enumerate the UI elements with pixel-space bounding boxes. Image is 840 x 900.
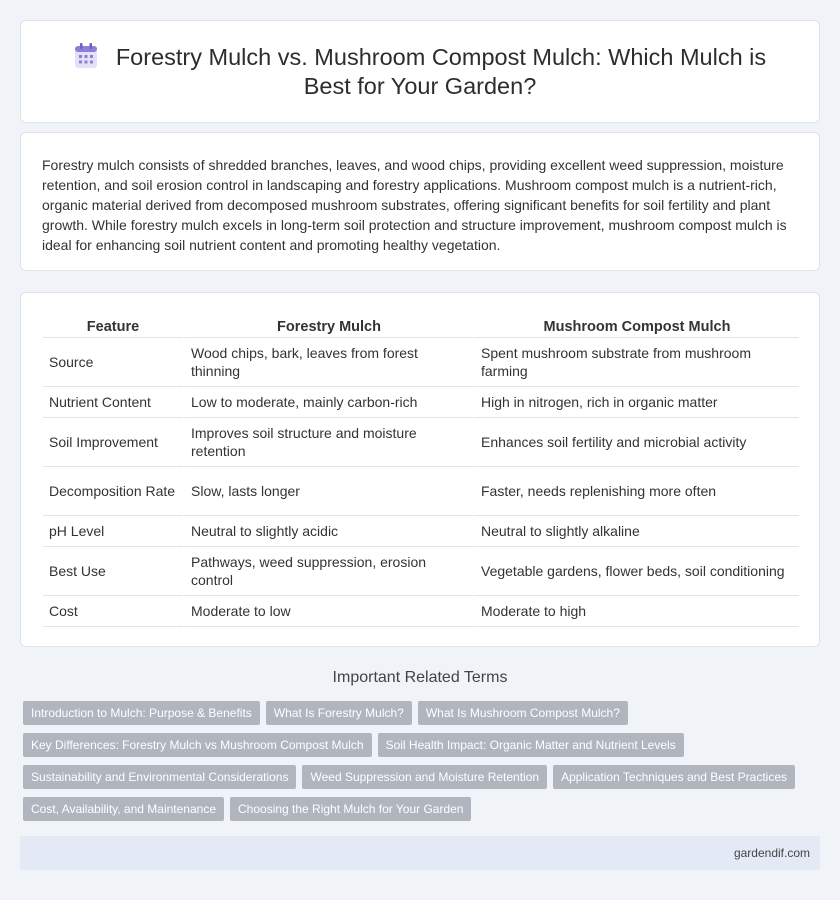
footer xyxy=(20,836,820,870)
feature-cell: Nutrient Content xyxy=(43,387,183,418)
table-header-row xyxy=(43,315,799,338)
table-row xyxy=(43,338,799,387)
feature-cell: pH Level xyxy=(43,516,183,547)
mushroom-cell: High in nitrogen, rich in organic matter xyxy=(473,387,799,418)
forestry-cell: Neutral to slightly acidic xyxy=(183,516,473,547)
feature-cell: Decomposition Rate xyxy=(43,467,183,516)
mushroom-cell: Neutral to slightly alkaline xyxy=(473,516,799,547)
mushroom-cell: Spent mushroom substrate from mushroom farming xyxy=(473,338,799,387)
related-term-tag[interactable]: Choosing the Right Mulch for Your Garden xyxy=(230,797,471,821)
forestry-cell: Pathways, weed suppression, erosion control xyxy=(183,547,473,596)
related-term-tag[interactable]: Introduction to Mulch: Purpose & Benefits xyxy=(23,701,260,725)
related-term-tag[interactable]: Sustainability and Environmental Considerations xyxy=(23,765,296,789)
related-terms-list xyxy=(23,701,813,829)
header-forestry-mulch: Forestry Mulch xyxy=(183,315,473,338)
feature-cell: Soil Improvement xyxy=(43,418,183,467)
forestry-cell: Slow, lasts longer xyxy=(183,467,473,516)
footer-site-link[interactable]: gardendif.com xyxy=(733,846,810,860)
forestry-cell: Improves soil structure and moisture retention xyxy=(183,418,473,467)
mushroom-cell: Enhances soil fertility and microbial activity xyxy=(473,418,799,467)
mushroom-cell: Faster, needs replenishing more often xyxy=(473,467,799,516)
table-row xyxy=(43,596,799,627)
related-term-tag[interactable]: What Is Mushroom Compost Mulch? xyxy=(418,701,628,725)
header-feature: Feature xyxy=(43,315,183,338)
forestry-cell: Moderate to low xyxy=(183,596,473,627)
table-row xyxy=(43,467,799,516)
table-row xyxy=(43,516,799,547)
related-terms-heading: Important Related Terms xyxy=(332,669,508,686)
related-term-tag[interactable]: Soil Health Impact: Organic Matter and Nutrient Levels xyxy=(378,733,684,757)
forestry-cell: Wood chips, bark, leaves from forest thinning xyxy=(183,338,473,387)
title-card xyxy=(20,20,820,123)
table-row xyxy=(43,418,799,467)
comparison-table xyxy=(43,315,799,627)
related-term-tag[interactable]: Key Differences: Forestry Mulch vs Mushroom Compost Mulch xyxy=(23,733,372,757)
related-term-tag[interactable]: Cost, Availability, and Maintenance xyxy=(23,797,224,821)
related-term-tag[interactable]: What Is Forestry Mulch? xyxy=(266,701,412,725)
table-row xyxy=(43,387,799,418)
intro-paragraph: Forestry mulch consists of shredded branches, leaves, and wood chips, providing excellent weed suppression, moisture retention, and soil erosion control in landscaping and forestry applications. Mushroom compost mulch is a nutrient-rich, organic material derived from decomposed mushroom substrates, offering significant benefits for soil fertility and plant growth. While forestry mulch excels in long-term soil protection and structure improvement, mushroom compost mulch is ideal for enhancing soil nutrient content and promoting healthy vegetation. xyxy=(42,157,787,253)
comparison-card xyxy=(20,292,820,647)
forestry-cell: Low to moderate, mainly carbon-rich xyxy=(183,387,473,418)
related-term-tag[interactable]: Weed Suppression and Moisture Retention xyxy=(302,765,547,789)
table-row xyxy=(43,547,799,596)
feature-cell: Source xyxy=(43,338,183,387)
calendar-icon xyxy=(74,43,98,69)
header-mushroom-compost-mulch: Mushroom Compost Mulch xyxy=(473,315,799,338)
feature-cell: Cost xyxy=(43,596,183,627)
mushroom-cell: Moderate to high xyxy=(473,596,799,627)
page-title xyxy=(61,43,779,101)
page-title-text: Forestry Mulch vs. Mushroom Compost Mulch: Which Mulch is Best for Your Garden? xyxy=(115,44,767,99)
feature-cell: Best Use xyxy=(43,547,183,596)
intro-card xyxy=(20,132,820,271)
mushroom-cell: Vegetable gardens, flower beds, soil conditioning xyxy=(473,547,799,596)
related-term-tag[interactable]: Application Techniques and Best Practices xyxy=(553,765,795,789)
